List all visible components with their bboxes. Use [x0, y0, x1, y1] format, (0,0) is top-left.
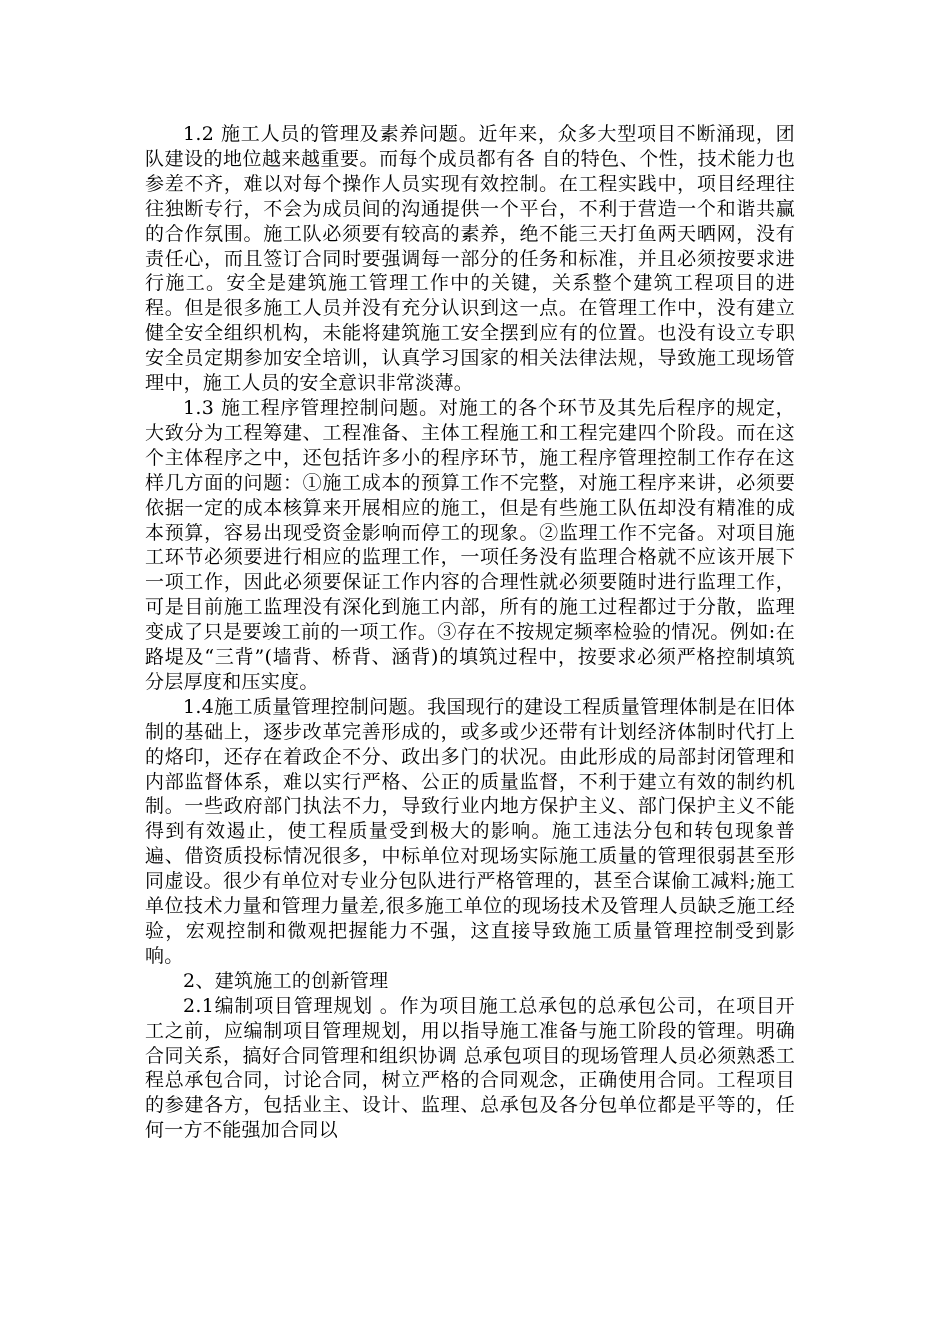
paragraph-1-2-personnel: 1.2 施工人员的管理及素养问题。近年来，众多大型项目不断涌现，团队建设的地位越来越重要。而每个成员都有各 自的特色、个性，技术能力也参差不齐，难以对每个操作人员实现有效控制。在工程实践中，项目经理往往独断专行，不会为成员间的沟通提供一个平台，不利于营造一个和谐共赢的合作氛围。施工队必须要有较高的素养，绝不能三天打鱼两天晒网，没有责任心，而且签订合同时要强调每一部分的任务和标准，并且必须按要求进行施工。安全是建筑施工管理工作中的关键，关系整个建筑工程项目的进程。但是很多施工人员并没有充分认识到这一点。在管理工作中，没有建立健全安全组织机构，未能将建筑施工安全摆到应有的位置。也没有设立专职安全员定期参加安全培训，认真学习国家的相关法律法规，导致施工现场管理中，施工人员的安全意识非常淡薄。: [145, 123, 795, 395]
paragraph-1-3-procedure: 1.3 施工程序管理控制问题。对施工的各个环节及其先后程序的规定，大致分为工程筹建、工程准备、主体工程施工和工程完建四个阶段。而在这个主体程序之中，还包括许多小的程序环节，施工程序管理控制工作存在这样几方面的问题：①施工成本的预算工作不完整，对施工程序来讲，必须要依据一定的成本核算来开展相应的施工，但是有些施工队伍却没有精准的成本预算，容易出现受资金影响而停工的现象。②监理工作不完备。对项目施工环节必须要进行相应的监理工作，一项任务没有监理合格就不应该开展下一项工作，因此必须要保证工作内容的合理性就必须要随时进行监理工作，可是目前施工监理没有深化到施工内部，所有的施工过程都过于分散，监理变成了只是要竣工前的一项工作。③存在不按规定频率检验的情况。例如:在路堤及“三背”(墙背、桥背、涵背)的填筑过程中，按要求必须严格控制填筑分层厚度和压实度。: [145, 396, 795, 693]
section-heading-2: 2、建筑施工的创新管理: [183, 969, 389, 992]
document-body: [145, 122, 795, 1143]
paragraph-1-4-quality: 1.4施工质量管理控制问题。我国现行的建设工程质量管理体制是在旧体制的基础上，逐步改革完善形成的，或多或少还带有计划经济体制时代打上的烙印，还存在着政企不分、政出多门的状况。由此形成的局部封闭管理和内部监督体系，难以实行严格、公正的质量监督，不利于建立有效的制约机制。一些政府部门执法不力，导致行业内地方保护主义、部门保护主义不能得到有效遏止，使工程质量受到极大的影响。施工违法分包和转包现象普遍、借资质投标情况很多，中标单位对现场实际施工质量的管理很弱甚至形同虚设。很少有单位对专业分包队进行严格管理的，甚至合谋偷工减料;施工单位技术力量和管理力量差,很多施工单位的现场技术及管理人员缺乏施工经验，宏观控制和微观把握能力不强，这直接导致施工质量管理控制受到影响。: [145, 695, 795, 967]
paragraph-2-1-planning: 2.1编制项目管理规划 。作为项目施工总承包的总承包公司，在项目开工之前，应编制项目管理规划，用以指导施工准备与施工阶段的管理。明确合同关系，搞好合同管理和组织协调 总承包项目的现场管理人员必须熟悉工程总承包合同，讨论合同，树立严格的合同观念，正确使用合同。工程项目的参建各方，包括业主、设计、监理、总承包及各分包单位都是平等的，任何一方不能强加合同以: [145, 994, 795, 1142]
